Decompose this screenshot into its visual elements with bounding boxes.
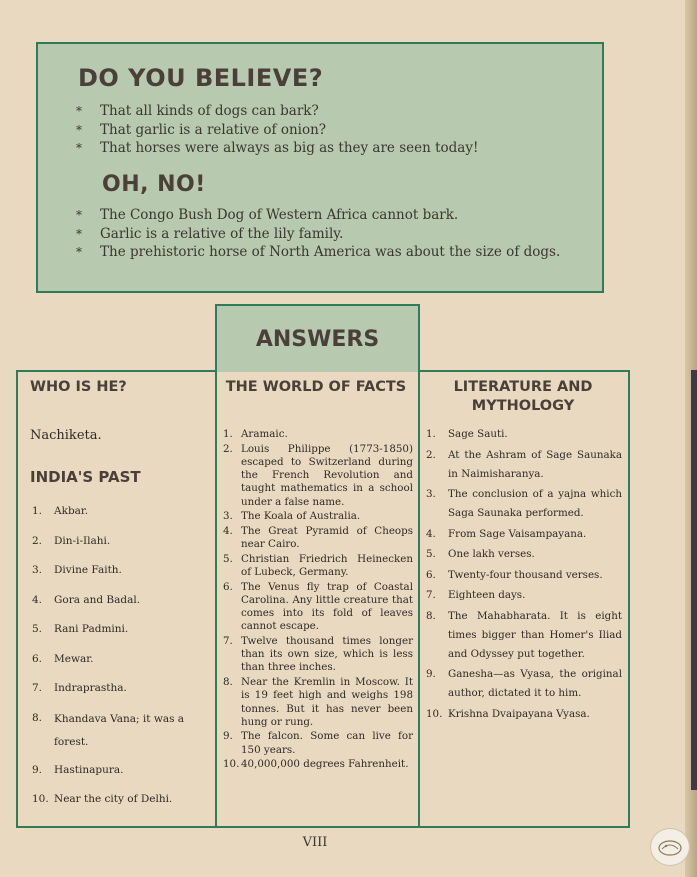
asterisk-icon: * — [76, 245, 82, 259]
list-item: 6. Twenty-four thousand verses. — [426, 568, 603, 581]
asterisk-icon: * — [76, 141, 82, 155]
list-item: 8. The Mahabharata. It is eight times bigger than Homer's Iliad and Odyssey put together. — [426, 609, 622, 660]
literature-list — [426, 425, 622, 725]
publisher-logo-icon — [650, 828, 690, 866]
list-item: 7. Eighteen days. — [426, 589, 526, 601]
indias-past-list — [32, 503, 214, 821]
list-item: 8. Near the Kremlin in Moscow. It is 19 feet high and weighs 198 tonnes. But it has never been hung or rung. — [223, 676, 413, 728]
world-of-facts-column — [217, 370, 420, 828]
who-is-he-answer: Nachiketa. — [30, 428, 102, 443]
list-item: 6. Mewar. — [32, 652, 94, 665]
believe-title: DO YOU BELIEVE? — [78, 64, 324, 92]
list-item: * That horses were always as big as they are seen today! — [76, 140, 479, 156]
list-item: 3. Divine Faith. — [32, 564, 122, 576]
literature-heading: LITERATURE AND MYTHOLOGY — [453, 379, 593, 414]
list-item: 4. The Great Pyramid of Cheops near Cairo. — [223, 524, 413, 551]
asterisk-icon: * — [76, 208, 82, 222]
list-item: * That all kinds of dogs can bark? — [76, 103, 319, 119]
list-item: 10. Krishna Dvaipayana Vyasa. — [426, 707, 590, 720]
list-item: 7. Twelve thousand times longer than its own size, which is less than three inches. — [223, 635, 413, 674]
list-item: 7. Indraprastha. — [32, 682, 127, 694]
world-of-facts-heading: THE WORLD OF FACTS — [225, 379, 407, 395]
literature-column — [420, 370, 630, 828]
list-item: 2. Din-i-Ilahi. — [32, 534, 111, 547]
who-is-he-column — [16, 370, 217, 828]
list-item: 5. Rani Padmini. — [32, 623, 129, 635]
list-item: 9. The falcon. Some can live for 150 years. — [223, 730, 413, 756]
answers-heading: ANSWERS — [215, 304, 420, 372]
list-item: 5. Christian Friedrich Heinecken of Lubeck, Germany. — [223, 552, 413, 579]
list-item: 9. Ganesha—as Vyasa, the original author, dictated it to him. — [426, 668, 622, 699]
list-item: 10. 40,000,000 degrees Fahrenheit. — [223, 758, 409, 771]
world-of-facts-list — [223, 428, 413, 773]
list-item: 5. One lakh verses. — [426, 548, 535, 560]
asterisk-icon: * — [76, 226, 82, 241]
list-item: 4. From Sage Vaisampayana. — [426, 527, 587, 540]
asterisk-icon: * — [76, 104, 82, 118]
list-item: 3. The Koala of Australia. — [223, 510, 361, 523]
list-item: 2. At the Ashram of Sage Saunaka in Naimisharanya. — [426, 448, 622, 480]
page-edge-strip — [691, 370, 697, 790]
indias-past-heading: INDIA'S PAST — [30, 468, 141, 486]
list-item: 3. The conclusion of a yajna which Saga Saunaka performed. — [426, 488, 622, 519]
list-item: 8. Khandava Vana; it was a forest. — [32, 711, 185, 748]
do-you-believe-box — [36, 42, 604, 293]
list-item: * That garlic is a relative of onion? — [76, 121, 327, 138]
believe-list — [76, 102, 478, 158]
oh-no-title: OH, NO! — [102, 172, 206, 197]
asterisk-icon: * — [76, 122, 82, 137]
oh-no-list — [76, 206, 560, 262]
list-item: 6. The Venus fly trap of Coastal Carolina. Any little creature that comes into its fold of leaves cannot escape. — [223, 580, 413, 633]
list-item: * Garlic is a relative of the lily family. — [76, 225, 344, 242]
list-item: 1. Akbar. — [32, 505, 89, 517]
list-item: 4. Gora and Badal. — [32, 593, 141, 606]
list-item: 1. Aramaic. — [223, 428, 288, 440]
list-item: 9. Hastinapura. — [32, 763, 124, 776]
list-item: 10. Near the city of Delhi. — [32, 793, 173, 805]
list-item: 1. Sage Sauti. — [426, 428, 508, 440]
list-item: * The Congo Bush Dog of Western Africa cannot bark. — [76, 207, 459, 223]
page-number: VIII — [302, 835, 328, 850]
list-item: 2. Louis Philippe (1773-1850) escaped to Switzerland during the French Revolution and taught mathematics in a school under a false name. — [223, 442, 413, 508]
list-item: * The prehistoric horse of North America was about the size of dogs. — [76, 244, 561, 260]
who-is-he-heading: WHO IS HE? — [30, 379, 127, 395]
